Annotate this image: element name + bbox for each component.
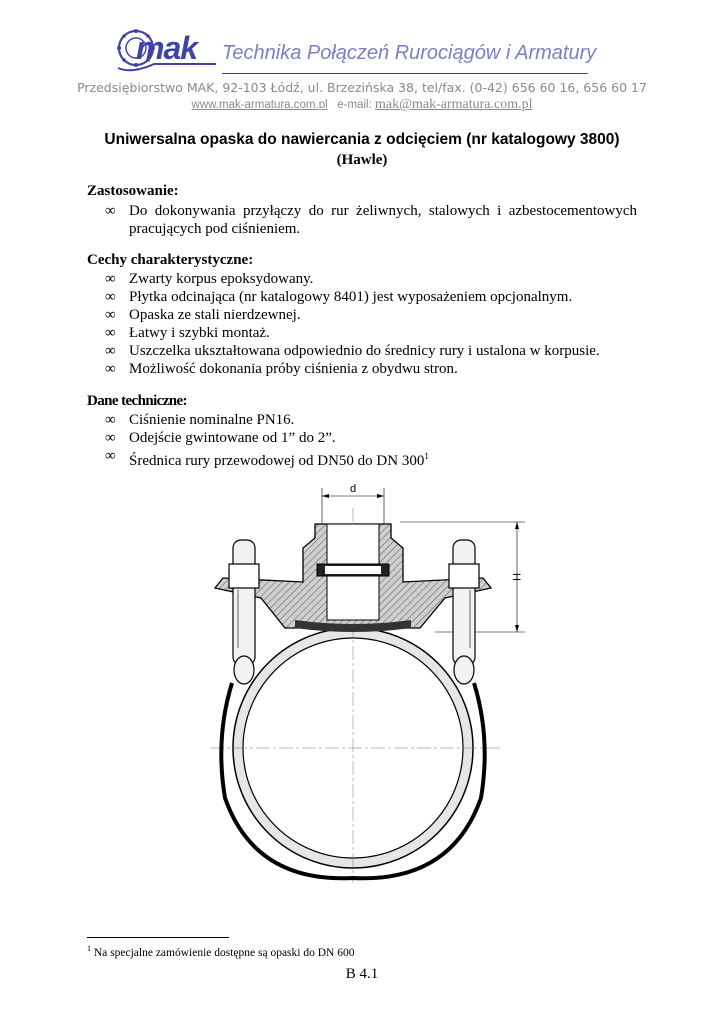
bolt-right [449,540,479,684]
email-link[interactable]: mak@mak-armatura.com.pl [374,97,533,112]
list-item: ∞ Opaska ze stali nierdzewnej. [105,307,301,323]
bullet-icon: ∞ [105,343,116,359]
contact-line [0,97,724,113]
bullet-icon: ∞ [105,325,116,341]
bullet-icon: ∞ [105,448,116,464]
website-link[interactable]: www.mak-armatura.com.pl [191,99,328,111]
company-address: Przedsiębiorstwo MAK, 92-103 Łódź, ul. Brzezińska 38, tel/fax. (0-42) 656 60 16, 656 60 17 [77,80,647,95]
dimension-d-label: d [349,483,357,495]
footnote [87,944,354,959]
list-item: ∞ Płytka odcinająca (nr katalogowy 8401) jest wyposażeniem opcjonalnym. [105,289,573,305]
section-heading-application: Zastosowanie: [87,183,179,199]
list-item: ∞ Uszczelka ukształtowana odpowiednio do średnicy rury i ustalona w korpusie. [105,343,600,359]
bullet-icon: ∞ [105,271,116,287]
section-heading-features: Cechy charakterystyczne: [87,252,254,268]
bullet-icon: ∞ [105,412,116,428]
section-heading-technical-data: Dane techniczne: [87,393,187,409]
features-list [105,270,637,378]
application-list [105,202,637,238]
clamp-technical-drawing [195,478,525,898]
footnote-divider [87,937,229,938]
list-item: ∞ Średnica rury przewodowej od DN50 do DN $300^1$ [105,448,429,469]
logo-text: mak [136,30,198,66]
bullet-icon: ∞ [105,203,116,219]
company-title: Technika Połączeń Rurociągów i Armatury [222,42,597,64]
bullet-icon: ∞ [105,307,116,323]
list-item: ∞ Do dokonywania przyłączy do rur żeliwnych, stalowych i azbestocementowych pracujących pod ciśnieniem. [105,203,637,237]
document-title: Uniwersalna opaska do nawiercania z odcięciem (nr katalogowy 3800) [104,131,620,148]
header-divider [222,73,588,74]
dimension-h-label: H [510,573,522,581]
list-item: ∞ Zwarty korpus epoksydowany. [105,271,314,287]
bullet-icon: ∞ [105,289,116,305]
email-label: e-mail: [337,99,372,111]
footnote-mark: 1 [87,944,91,953]
technical-data-list [105,411,637,470]
bullet-icon: ∞ [105,430,116,446]
list-item: ∞ Odejście gwintowane od 1” do 2”. [105,430,336,446]
list-item: ∞ Ciśnienie nominalne PN16. [105,412,295,428]
bolt-left [229,540,259,684]
footnote-text: Na specjalne zamówienie dostępne są opaski do DN 600 [91,946,355,959]
list-item: ∞ Możliwość dokonania próby ciśnienia z obydwu stron. [105,361,458,377]
page-number: B 4.1 [345,966,379,982]
footnote-reference[interactable]: 1 [424,451,429,461]
list-item: ∞ Łatwy i szybki montaż. [105,325,270,341]
bullet-icon: ∞ [105,361,116,377]
document-subtitle: (Hawle) [336,152,388,168]
